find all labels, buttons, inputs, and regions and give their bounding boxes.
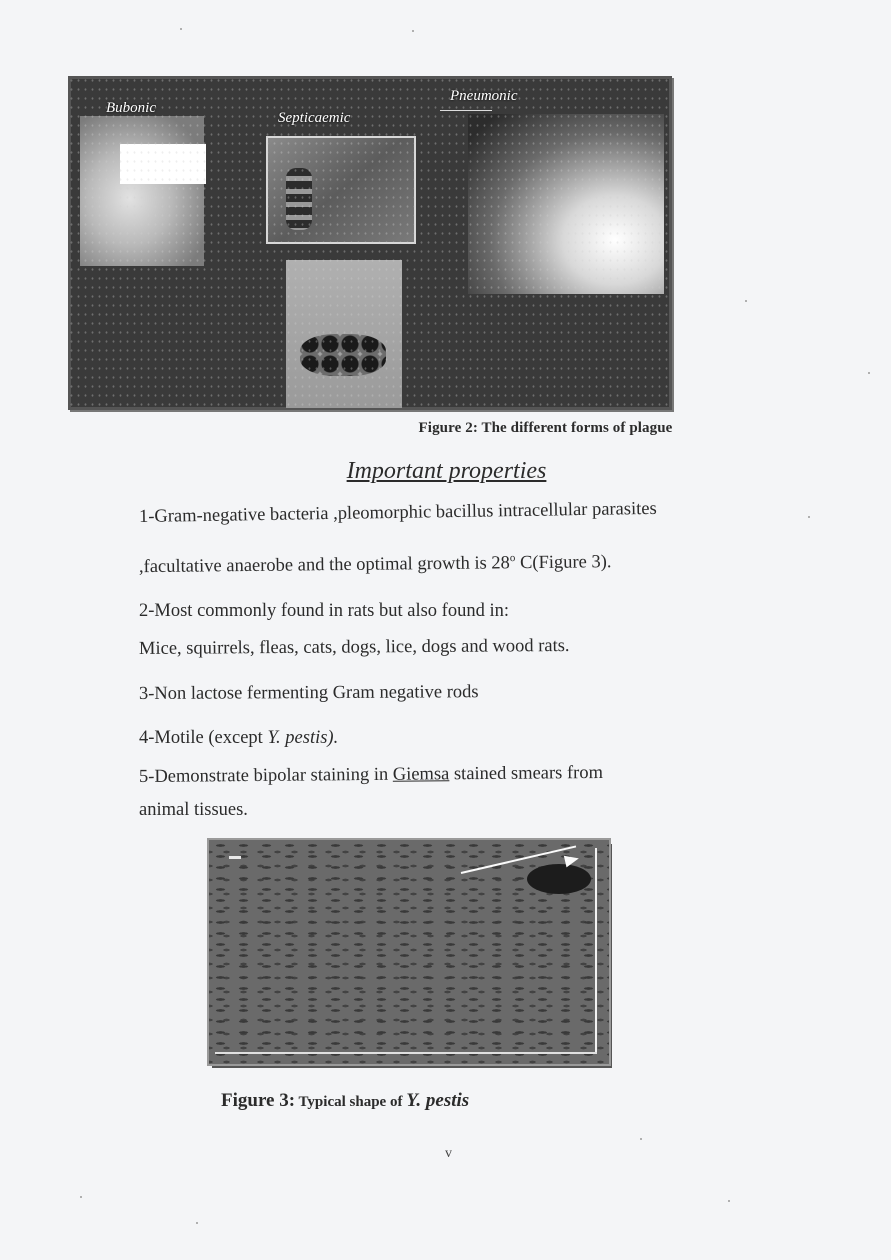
property-4-species: Y. pestis). bbox=[267, 728, 339, 748]
property-3: 3-Non lactose fermenting Gram negative rods bbox=[138, 682, 479, 704]
label-septicaemic: Septicaemic bbox=[278, 110, 351, 126]
property-1-ref: C(Figure 3). bbox=[515, 552, 612, 574]
cell-cluster bbox=[527, 864, 591, 894]
scan-speck bbox=[808, 516, 810, 518]
figure3-caption bbox=[221, 1090, 469, 1112]
scan-speck bbox=[196, 1222, 198, 1224]
figure3-caption-species: Y. pestis bbox=[406, 1090, 470, 1111]
scan-speck bbox=[80, 1196, 82, 1198]
property-2: 2-Most commonly found in rats but also found in: bbox=[139, 601, 509, 621]
label-pneumonic: Pneumonic bbox=[450, 88, 518, 104]
figure-plague-forms bbox=[68, 76, 672, 410]
figure2-caption-text: The different forms of plague bbox=[477, 420, 673, 436]
figure3-caption-prefix: Figure 3: bbox=[221, 1090, 296, 1111]
section-heading-text: Important properties bbox=[346, 458, 547, 484]
property-1-text: ,facultative anaerobe and the optimal growth is 28 bbox=[138, 553, 510, 578]
scan-speck bbox=[745, 300, 747, 302]
label-bubonic: Bubonic bbox=[106, 100, 156, 116]
property-4-text: 4-Motile (except bbox=[139, 728, 268, 748]
property-5-text: 5-Demonstrate bipolar staining in bbox=[138, 764, 393, 787]
figure2-caption-prefix: Figure 2: bbox=[418, 420, 478, 436]
property-2-hosts: Mice, squirrels, fleas, cats, dogs, lice, dogs and wood rats. bbox=[138, 635, 570, 659]
property-4 bbox=[139, 728, 338, 749]
scan-speck bbox=[640, 1138, 642, 1140]
giemsa-term: Giemsa bbox=[392, 764, 450, 785]
property-1-line1: 1-Gram-negative bacteria ,pleomorphic bacillus intracellular parasites bbox=[138, 498, 657, 527]
property-5-text-end: stained smears from bbox=[449, 762, 604, 785]
figure3-caption-text: Typical shape of bbox=[295, 1094, 407, 1110]
property-5-line1 bbox=[139, 763, 603, 788]
property-5-line2: animal tissues. bbox=[139, 800, 248, 820]
scan-speck bbox=[180, 28, 182, 30]
figure2-caption bbox=[0, 420, 891, 437]
section-heading bbox=[0, 458, 891, 485]
property-1-line2 bbox=[139, 551, 612, 578]
scan-speck bbox=[412, 30, 414, 32]
scan-speck bbox=[728, 1200, 730, 1202]
degree-symbol: o bbox=[509, 552, 516, 565]
page-number: v bbox=[445, 1146, 452, 1161]
figure-y-pestis-micrograph bbox=[209, 840, 609, 1064]
scan-speck bbox=[868, 372, 870, 374]
